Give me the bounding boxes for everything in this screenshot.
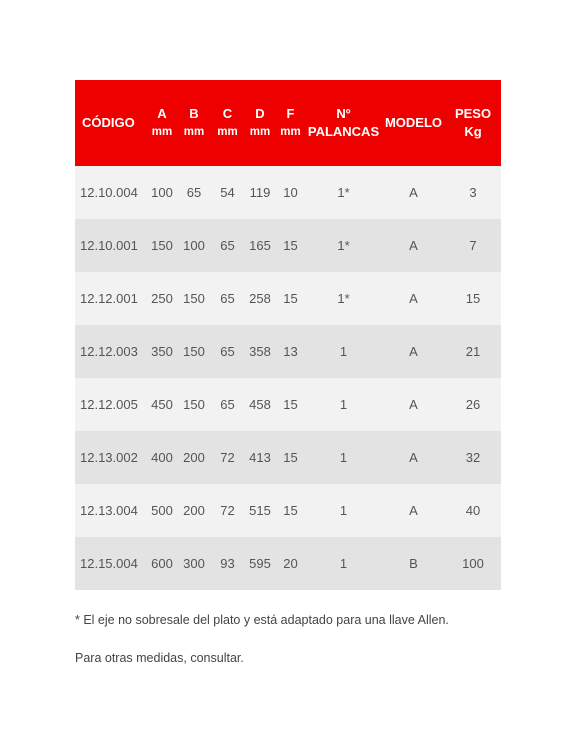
cell-modelo: A [409,397,418,412]
table-row [75,378,501,431]
cell-b: 200 [183,450,205,465]
cell-d: 358 [249,344,271,359]
header-c [211,80,244,166]
cell-c: 65 [220,344,235,359]
header-palancas [305,80,382,166]
footnote-text: * El eje no sobresale del plato y está adaptado para una llave Allen. [75,613,449,627]
header-b-label: B [189,106,199,121]
table-header-row [75,80,501,166]
header-palancas-label: Nº [336,106,351,121]
cell-d: 413 [249,450,271,465]
cell-palancas: 1 [339,503,348,518]
header-d-unit: mm [249,126,271,138]
cell-c: 72 [220,450,235,465]
header-b-unit: mm [183,126,205,138]
cell-d: 515 [249,503,271,518]
cell-f: 15 [283,291,298,306]
cell-c: 93 [220,556,235,571]
header-a [147,80,177,166]
cell-a: 350 [151,344,173,359]
specs-table [75,80,501,590]
cell-c: 65 [220,291,235,306]
cell-codigo: 12.12.003 [80,344,138,359]
cell-peso: 15 [465,291,481,306]
cell-palancas: 1 [339,556,348,571]
cell-peso: 26 [465,397,481,412]
table-row [75,272,501,325]
header-peso-unit: Kg [464,124,482,139]
cell-b: 100 [183,238,205,253]
cell-b: 150 [183,291,205,306]
cell-b: 300 [183,556,205,571]
cell-a: 600 [151,556,173,571]
cell-b: 65 [186,185,202,200]
cell-peso: 100 [462,556,484,571]
cell-codigo: 12.10.001 [80,238,138,253]
cell-codigo: 12.10.004 [80,185,138,200]
table-row [75,537,501,590]
cell-palancas: 1 [339,397,348,412]
header-modelo-label: MODELO [384,115,443,130]
cell-modelo: A [409,344,418,359]
header-modelo [382,80,445,166]
cell-palancas: 1* [337,238,350,253]
cell-d: 165 [249,238,271,253]
cell-b: 150 [183,397,205,412]
header-peso [445,80,501,166]
header-a-unit: mm [151,126,173,138]
cell-peso: 40 [465,503,481,518]
header-d-label: D [255,106,265,121]
header-b [177,80,211,166]
cell-modelo: B [409,556,418,571]
header-palancas-unit: PALANCAS [307,124,380,139]
header-codigo [75,80,147,166]
table-row [75,484,501,537]
cell-b: 150 [183,344,205,359]
header-c-label: C [222,106,233,121]
cell-d: 258 [249,291,271,306]
cell-codigo: 12.13.004 [80,503,138,518]
cell-c: 65 [220,397,235,412]
cell-f: 15 [283,397,298,412]
cell-codigo: 12.15.004 [80,556,138,571]
cell-a: 500 [151,503,173,518]
cell-modelo: A [409,450,418,465]
cell-codigo: 12.13.002 [80,450,138,465]
cell-c: 72 [220,503,235,518]
cell-f: 20 [283,556,298,571]
specs-table-container [75,80,501,590]
cell-f: 15 [283,450,298,465]
table-row [75,219,501,272]
cell-f: 13 [283,344,298,359]
cell-a: 100 [151,185,173,200]
cell-modelo: A [409,238,418,253]
header-f-unit: mm [280,126,301,138]
cell-d: 595 [249,556,271,571]
cell-peso: 32 [465,450,481,465]
header-f [276,80,305,166]
cell-codigo: 12.12.005 [80,397,138,412]
cell-codigo: 12.12.001 [80,291,138,306]
table-row [75,166,501,219]
cell-d: 458 [249,397,271,412]
cell-palancas: 1 [339,344,348,359]
table-body [75,166,501,590]
cell-f: 15 [283,238,298,253]
cell-peso: 21 [465,344,481,359]
cell-a: 400 [151,450,173,465]
cell-palancas: 1* [337,291,350,306]
header-codigo-label: CÓDIGO [82,115,135,130]
header-c-unit: mm [217,126,238,138]
cell-f: 10 [283,185,298,200]
header-a-label: A [157,106,167,121]
cell-palancas: 1 [339,450,348,465]
cell-palancas: 1* [337,185,350,200]
cell-a: 150 [151,238,173,253]
cell-d: 119 [249,185,271,200]
cell-a: 450 [151,397,173,412]
header-f-label: F [286,106,295,121]
cell-peso: 3 [469,185,477,200]
table-row [75,431,501,484]
cell-modelo: A [409,503,418,518]
consult-text: Para otras medidas, consultar. [75,651,244,665]
cell-a: 250 [151,291,173,306]
header-d [244,80,276,166]
table-row [75,325,501,378]
cell-c: 65 [220,238,235,253]
header-peso-label: PESO [454,106,492,121]
cell-b: 200 [183,503,205,518]
cell-modelo: A [409,291,418,306]
cell-modelo: A [409,185,418,200]
cell-f: 15 [283,503,298,518]
cell-peso: 7 [469,238,477,253]
cell-c: 54 [220,185,235,200]
